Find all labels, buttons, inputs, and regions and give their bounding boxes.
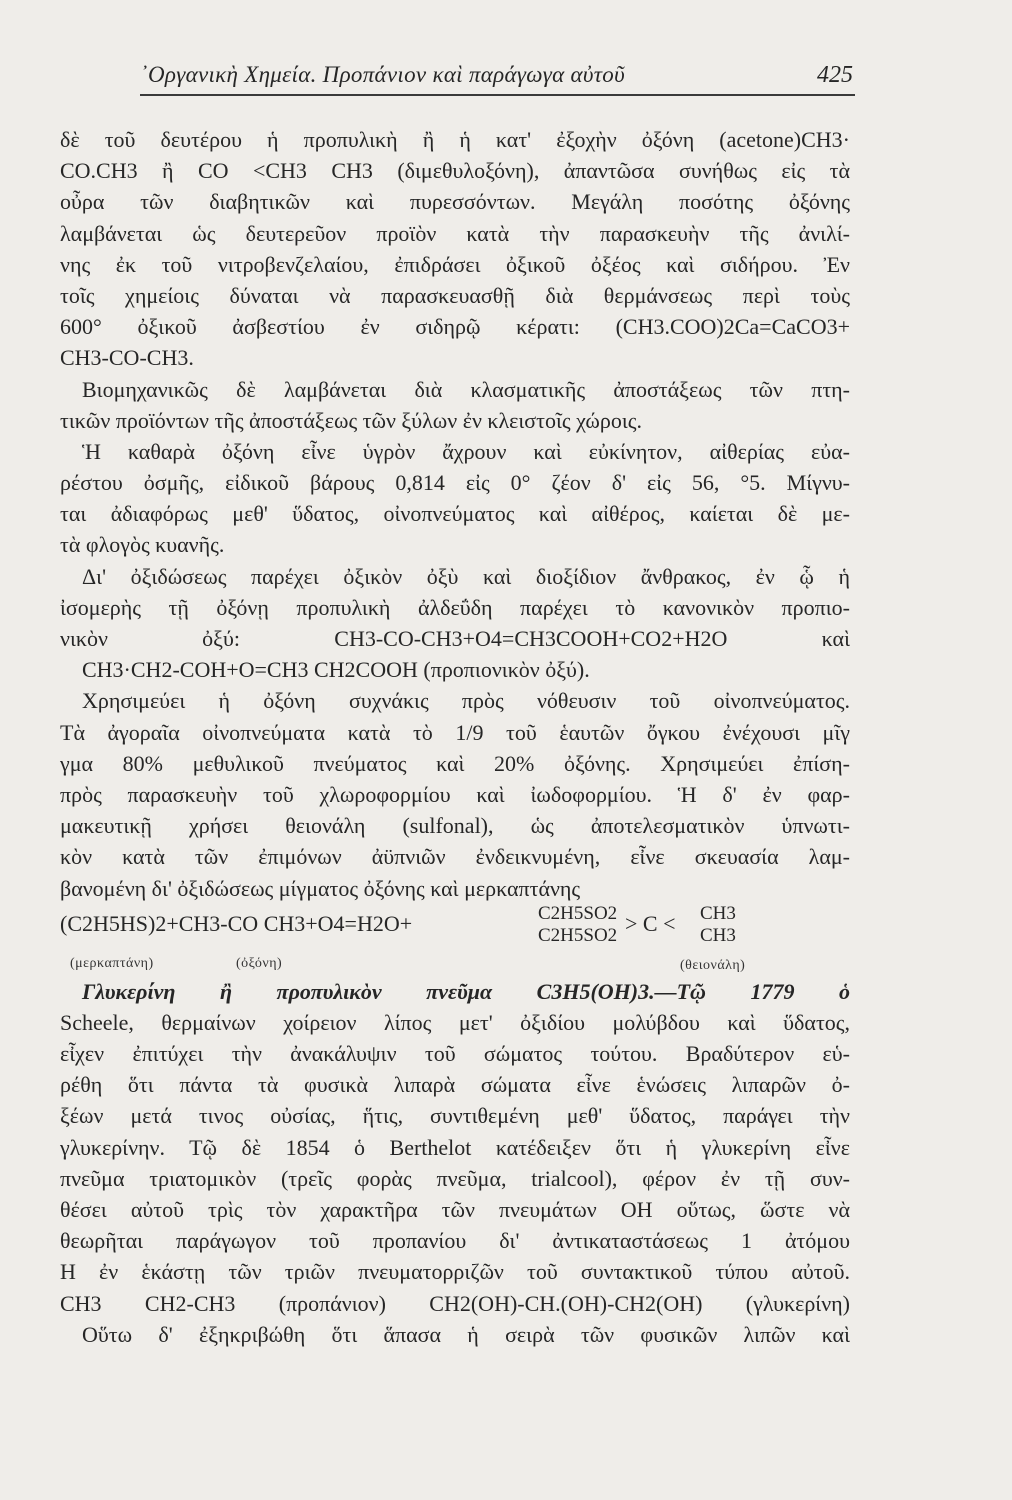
formula-right-bottom: CH3: [700, 924, 736, 946]
text-line: Δι' ὀξιδώσεως παρέχει ὀξικὸν ὀξὺ καὶ διοξίδιον ἄνθρακος, ἐν ᾧ ἡ: [82, 563, 850, 589]
page-number: 425: [817, 62, 853, 88]
text-line: ξέων μετά τινος οὐσίας, ἥτις, συντιθεμένη μεθ' ὕδατος, παράγει τὴν: [60, 1103, 850, 1129]
text-line: H ἐν ἑκάστῃ τῶν τριῶν πνευματορριζῶν τοῦ συντακτικοῦ τύπου αὐτοῦ.: [60, 1259, 850, 1285]
text-line: τοῖς χημείοις δύναται νὰ παρασκευασθῇ διὰ θερμάνσεως περὶ τοὺς: [60, 282, 850, 308]
page-header: [140, 58, 855, 96]
text-line: Χρησιμεύει ἡ ὀξόνη συχνάκις πρὸς νόθευσιν τοῦ οἰνοπνεύματος.: [82, 688, 850, 714]
text-line: ρέθη ὅτι πάντα τὰ φυσικὰ λιπαρὰ σώματα εἶνε ἑνώσεις λιπαρῶν ὀ-: [60, 1072, 850, 1098]
paragraph-properties: [60, 436, 850, 561]
text-line: μακευτικῇ χρήσει θειονάλη (sulfonal), ὡς ἀποτελεσματικὸν ὑπνωτι-: [60, 813, 850, 839]
text-line: Ἡ καθαρὰ ὀξόνη εἶνε ὑγρὸν ἄχρουν καὶ εὐκίνητον, αἰθερίας εὐα-: [82, 438, 850, 464]
text-line: γμα 80% μεθυλικοῦ πνεύματος καὶ 20% ὀξόνης. Χρησιμεύει ἐπίση-: [60, 750, 850, 776]
text-line: Τὰ ἀγοραῖα οἰνοπνεύματα κατὰ τὸ 1/9 τοῦ ἑαυτῶν ὄγκου ἐνέχουσι μῖγ: [60, 719, 850, 745]
text-line: νικὸν ὀξύ: CH3-CO-CH3+O4=CH3COOH+CO2+H2O καὶ: [60, 626, 850, 651]
formula-stack-bottom: C2H5SO2: [538, 924, 618, 946]
text-line: κὸν κατὰ τῶν ἐπιμόνων ἀϋπνιῶν ἐνδεικνυμένη, εἶνε σκευασία λαμ-: [60, 844, 850, 870]
paragraph-industrial: [60, 374, 850, 436]
label-mercaptan: (μερκαπτάνη): [70, 955, 154, 971]
formula-right-top: CH3: [700, 902, 736, 924]
text-line: Βιομηχανικῶς δὲ λαμβάνεται διὰ κλασματικῆς ἀποστάξεως τῶν πτη-: [82, 376, 850, 402]
text-line: ρέστου ὀσμῆς, εἰδικοῦ βάρους 0,814 εἰς 0° ζέον δ' εἰς 56, °5. Μίγνυ-: [60, 470, 850, 496]
page-body: [60, 124, 850, 1350]
sulfonal-formula: [60, 902, 850, 973]
formula-lhs: (C2H5HS)2+CH3-CO CH3+O4=H2O+: [60, 910, 413, 936]
text-line: πρὸς παρασκευὴν τοῦ χλωροφορμίου καὶ ἰωδοφορμίου. Ἡ δ' ἐν φαρ-: [60, 781, 850, 807]
paragraph-acetone: [60, 124, 850, 374]
text-line: CH3·CH2-COH+O=CH3 CH2COOH (προπιονικὸν ὀξύ).: [82, 657, 590, 683]
text-line: λαμβάνεται ὡς δευτερεῦον προϊὸν κατὰ τὴν παρασκευὴν τῆς ἀνιλί-: [60, 220, 850, 246]
text-line: θέσει αὐτοῦ τρὶς τὸν χαρακτῆρα τῶν πνευμάτων OH οὕτως, ὥστε νὰ: [60, 1197, 850, 1222]
text-line: 600° ὀξικοῦ ἀσβεστίου ἐν σιδηρῷ κέρατι: (CH3.COO)2Ca=CaCO3+: [60, 314, 850, 340]
formula-middle: > C <: [625, 910, 676, 936]
text-line: τὰ φλογὸς κυανῆς.: [60, 532, 225, 558]
paragraph-glycerine: [60, 976, 850, 1350]
text-line: τικῶν προϊόντων τῆς ἀποστάξεως τῶν ξύλων ἐν κλειστοῖς χώροις.: [60, 407, 643, 433]
text-line: νης ἐκ τοῦ νιτροβενζελαίου, ἐπιδράσει ὀξικοῦ ὀξέος καὶ σιδήρου. Ἐν: [60, 251, 850, 277]
text-line: εἶχεν ἐπιτύχει τὴν ἀνακάλυψιν τοῦ σώματος τούτου. Βραδύτερον εὑ-: [60, 1041, 850, 1067]
text-line: Οὕτω δ' ἐξηκριβώθη ὅτι ἅπασα ἡ σειρὰ τῶν φυσικῶν λιπῶν καὶ: [82, 1321, 850, 1347]
text-line: ἰσομερὴς τῇ ὀξόνῃ προπυλικὴ ἀλδεΰδη παρέχει τὸ κανονικὸν προπιο-: [60, 594, 850, 620]
text-line: βανομένη δι' ὀξιδώσεως μίγματος ὀξόνης καὶ μερκαπτάνης: [60, 875, 581, 901]
text-line: CH3-CO-CH3.: [60, 345, 194, 371]
glycerine-heading-line: Γλυκερίνη ἢ προπυλικὸν πνεῦμα C3H5(OH)3.—Τῷ 1779 ὁ: [82, 978, 850, 1004]
text-line: πνεῦμα τριατομικὸν (τρεῖς φορὰς πνεῦμα, trialcool), φέρον ἐν τῇ συν-: [60, 1165, 850, 1191]
paragraph-uses: [60, 685, 850, 903]
paragraph-oxidation: [60, 561, 850, 686]
text-line: δὲ τοῦ δευτέρου ἡ προπυλικὴ ἢ ἡ κατ' ἐξοχὴν ὀξόνη (acetone)CH3·: [60, 127, 850, 152]
text-line: οὖρα τῶν διαβητικῶν καὶ πυρεσσόντων. Μεγάλη ποσότης ὀξόνης: [60, 189, 850, 215]
formula-line: CH3 CH2-CH3 (προπάνιον) CH2(OH)-CH.(OH)-CH2(OH) (γλυκερίνη): [60, 1290, 850, 1316]
text-line: γλυκερίνην. Τῷ δὲ 1854 ὁ Berthelot κατέδειξεν ὅτι ἡ γλυκερίνη εἶνε: [60, 1134, 850, 1160]
label-sulfonal: (θειονάλη): [680, 957, 746, 973]
formula-stack-top: C2H5SO2: [538, 902, 618, 924]
text-line: ται ἀδιαφόρως μεθ' ὕδατος, οἰνοπνεύματος καὶ αἰθέρος, καίεται δὲ με-: [60, 501, 850, 527]
text-line: θεωρῆται παράγωγον τοῦ προπανίου δι' ἀντικαταστάσεως 1 ἀτόμου: [60, 1228, 850, 1254]
text-line: Scheele, θερμαίνων χοίρειον λίπος μετ' ὀξιδίου μολύβδου καὶ ὕδατος,: [60, 1009, 850, 1035]
label-acetone: (ὀξόνη): [236, 955, 283, 971]
text-line: CO.CH3 ἢ CO <CH3 CH3 (διμεθυλοξόνη), ἀπαντῶσα συνήθως εἰς τὰ: [60, 158, 850, 184]
running-head: ᾿Οργανικὴ Χημεία. Προπάνιον καὶ παράγωγα αὐτοῦ: [140, 62, 625, 87]
